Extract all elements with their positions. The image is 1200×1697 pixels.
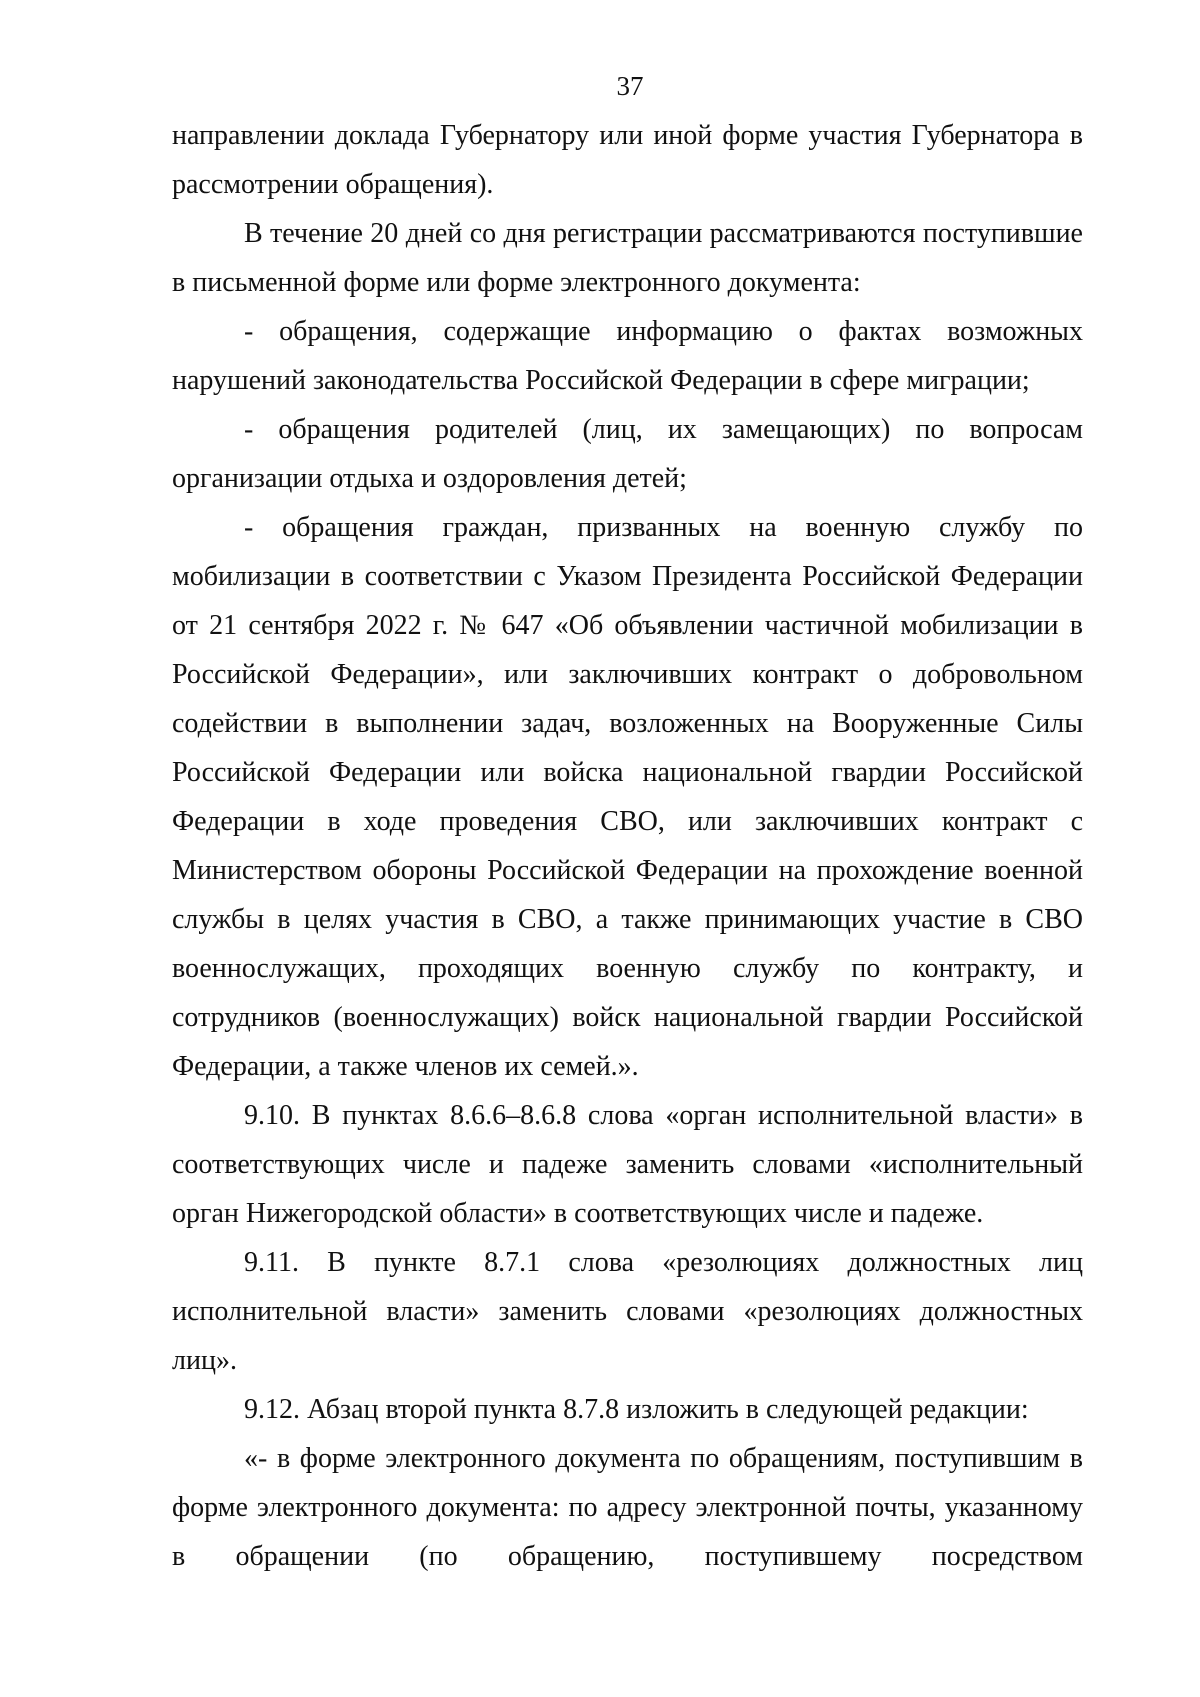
paragraph-review-period: В течение 20 дней со дня регистрации рассматриваются поступившие в письменной форме или форме электронного документа: (172, 218, 1083, 298)
list-item-migration: - обращения, содержащие информацию о фактах возможных нарушений законодательства Российской Федерации в сфере миграции; (172, 316, 1083, 396)
clause-9-10: 9.10. В пунктах 8.6.6–8.6.8 слова «орган исполнительной власти» в соответствующих числе и падеже заменить словами «исполнительный орган Нижегородской области» в соответствующих числе и падеже. (172, 1100, 1083, 1229)
list-item-mobilized-citizens: - обращения граждан, призванных на военную службу по мобилизации в соответствии с Указом Президента Российской Федерации от 21 сентября 2022 г. № 647 «Об объявлении частичной мобилизации в Российской Федерации», или заключивших контракт о добровольном содействии в выполнении задач, возложенных на Вооруженные Силы Российской Федерации или войска национальной гвардии Российской Федерации в ходе проведения СВО, или заключивших контракт с Министерством обороны Российской Федерации на прохождение военной службы в целях участия в СВО, а также принимающих участие в СВО военнослужащих, проходящих военную службу по контракту, и сотрудников (военнослужащих) войск национальной гвардии Российской Федерации, а также членов их семей.». (172, 512, 1083, 1082)
clause-9-11: 9.11. В пункте 8.7.1 слова «резолюциях должностных лиц исполнительной власти» заменить словами «резолюциях должностных лиц». (172, 1247, 1083, 1376)
list-item-parents: - обращения родителей (лиц, их замещающих) по вопросам организации отдыха и оздоровления детей; (172, 414, 1083, 494)
quoted-new-wording: «- в форме электронного документа по обращениям, поступившим в форме электронного документа: по адресу электронной почты, указанному в обращении (по обращению, поступившему посредством (172, 1443, 1083, 1572)
document-body (172, 111, 1083, 1581)
page-number: 37 (616, 71, 644, 101)
paragraph-continuation: направлении доклада Губернатору или иной форме участия Губернатора в рассмотрении обращения). (172, 120, 1083, 200)
clause-9-12: 9.12. Абзац второй пункта 8.7.8 изложить в следующей редакции: (244, 1394, 1029, 1425)
